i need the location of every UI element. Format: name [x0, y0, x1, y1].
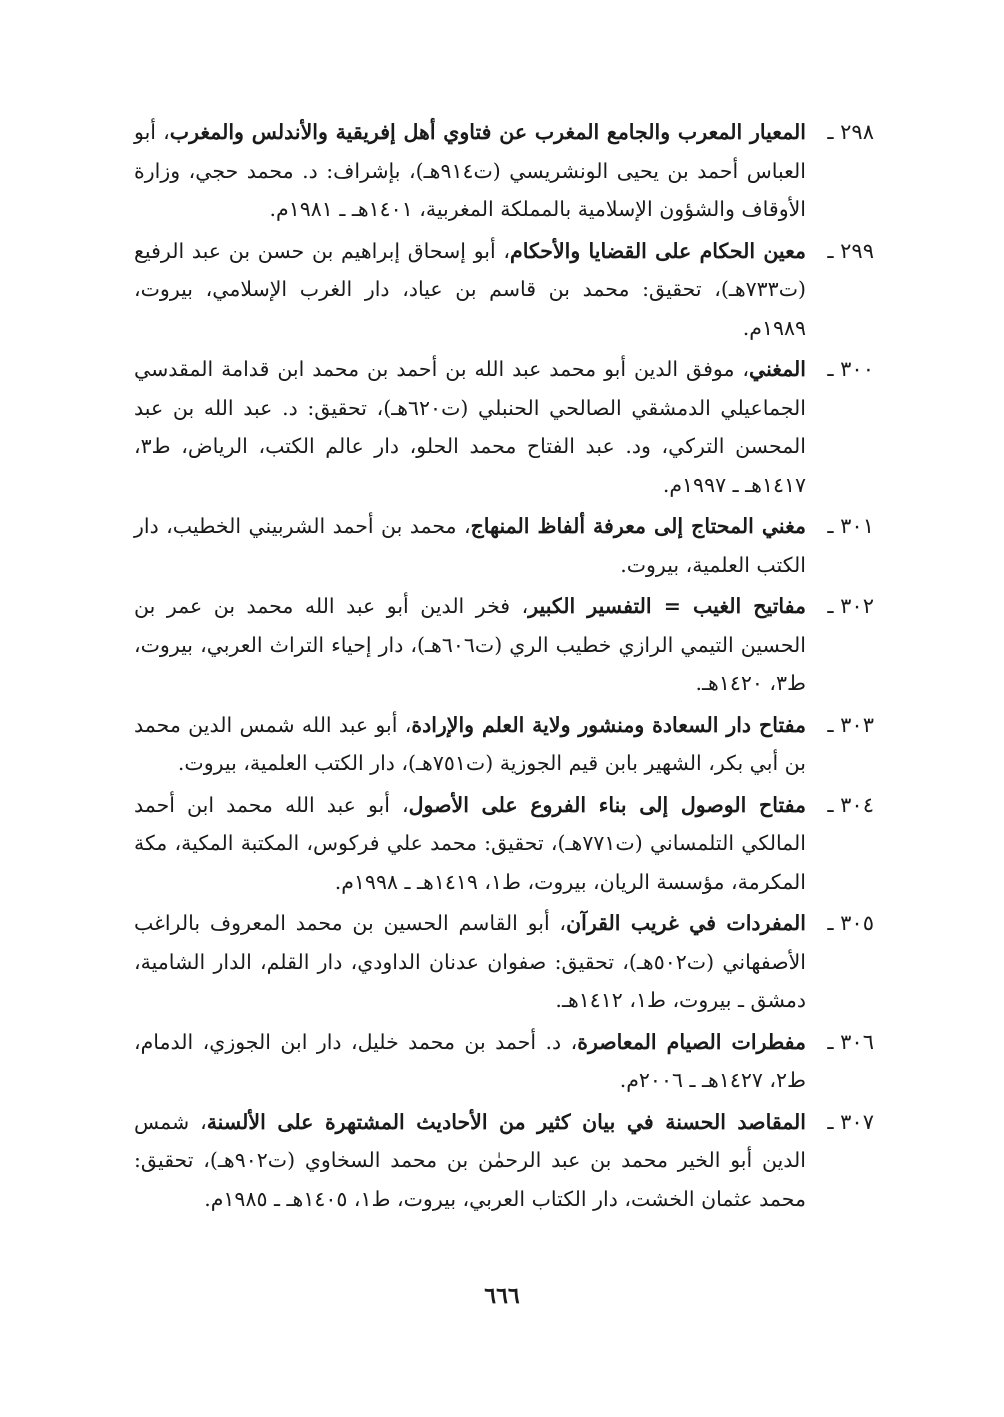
entry-title: المفردات في غريب القرآن: [566, 911, 806, 935]
entry-number: ٣٠٦ ـ: [827, 1029, 874, 1054]
entry-text: [134, 786, 806, 902]
entry-text: [134, 507, 806, 584]
entry-details: ، أبو إسحاق إبراهيم بن حسن بن عبد الرفيع (ت٧٣٣هـ)، تحقيق: محمد بن قاسم بن عياد، دار الغرب الإسلامي، بيروت، ١٩٨٩م.: [134, 238, 806, 340]
entry-details: ، أبو عبد الله شمس الدين محمد بن أبي بكر، الشهير بابن قيم الجوزية (ت٧٥١هـ)، دار الكتب العلمية، بيروت.: [134, 712, 806, 775]
entry-details: ، د. أحمد بن محمد خليل، دار ابن الجوزي، الدمام، ط٢، ١٤٢٧هـ ـ ٢٠٠٦م.: [134, 1029, 806, 1092]
entry-number: ٢٩٩ ـ: [827, 238, 874, 263]
bibliography-entry: [134, 113, 874, 229]
entry-details: ، فخر الدين أبو عبد الله محمد بن عمر بن الحسين التيمي الرازي خطيب الري (ت٦٠٦هـ)، دار إحياء التراث العربي، بيروت، ط٣، ١٤٢٠هـ.: [134, 594, 806, 695]
bibliography-entry: [134, 350, 874, 504]
entry-details: ، محمد بن أحمد الشربيني الخطيب، دار الكتب العلمية، بيروت.: [134, 514, 806, 577]
entry-title: المعيار المعرب والجامع المغرب عن فتاوي أهل إفريقية والأندلس والمغرب: [169, 120, 806, 144]
entry-details: ، موفق الدين أبو محمد عبد الله بن أحمد بن محمد ابن قدامة المقدسي الجماعيلي الدمشقي الصالحي الحنبلي (ت٦٢٠هـ)، تحقيق: د. عبد الله بن عبد المحسن التركي، ود. عبد الفتاح محمد الحلو، دار عالم الكتب، الرياض، ط٣، ١٤١٧هـ ـ ١٩٩٧م.: [134, 357, 806, 497]
entry-number: ٢٩٨ ـ: [827, 120, 874, 144]
bibliography-entry: [134, 507, 874, 584]
entry-text: [134, 1103, 806, 1219]
bibliography-entry: [134, 786, 874, 902]
entry-number: ٣٠١ ـ: [827, 514, 874, 538]
entry-details: ، شمس الدين أبو الخير محمد بن عبد الرحمٰن بن محمد السخاوي (ت٩٠٢هـ)، تحقيق: محمد عثمان الخشت، دار الكتاب العربي، بيروت، ط١، ١٤٠٥هـ ـ ١٩٨٥م.: [134, 1109, 807, 1211]
bibliography-entry: [134, 232, 874, 348]
entry-number: ٣٠٥ ـ: [827, 911, 874, 935]
page-number: ٦٦٦: [484, 1283, 520, 1309]
entry-title: مفتاح دار السعادة ومنشور ولاية العلم والإرادة: [411, 712, 806, 737]
bibliography-entry: [134, 904, 874, 1020]
bibliography-entry: [134, 587, 874, 703]
entry-title: مغني المحتاج إلى معرفة ألفاظ المنهاج: [470, 514, 806, 538]
entry-details: ، أبو القاسم الحسين بن محمد المعروف بالراغب الأصفهاني (ت٥٠٢هـ)، تحقيق: صفوان عدنان الداودي، دار القلم، الدار الشامية، دمشق ـ بيروت، ط١، ١٤١٢هـ.: [134, 911, 806, 1012]
entry-title: مفطرات الصيام المعاصرة: [577, 1029, 806, 1054]
entry-number: ٣٠٣ ـ: [827, 712, 874, 737]
entry-number: ٣٠٠ ـ: [827, 357, 874, 381]
entry-text: [134, 113, 806, 229]
entry-number: ٣٠٤ ـ: [827, 792, 874, 817]
entry-title: مفتاح الوصول إلى بناء الفروع على الأصول: [408, 792, 806, 817]
entry-title: معين الحكام على القضايا والأحكام: [510, 238, 806, 263]
entry-text: [134, 587, 806, 703]
entry-text: [134, 904, 806, 1020]
entry-title: المقاصد الحسنة في بيان كثير من الأحاديث المشتهرة على الألسنة: [206, 1109, 806, 1134]
bibliography-entry: [134, 1103, 874, 1219]
entry-details: ، أبو العباس أحمد بن يحيى الونشريسي (ت٩١٤هـ)، بإشراف: د. محمد حجي، وزارة الأوقاف والشؤون الإسلامية بالمملكة المغربية، ١٤٠١هـ ـ ١٩٨١م.: [134, 120, 806, 221]
entry-text: [134, 706, 806, 783]
entry-details: ، أبو عبد الله محمد ابن أحمد المالكي التلمساني (ت٧٧١هـ)، تحقيق: محمد علي فركوس، المكتبة المكية، مكة المكرمة، مؤسسة الريان، بيروت، ط١، ١٤١٩هـ ـ ١٩٩٨م.: [134, 792, 806, 894]
bibliography-list: [134, 113, 874, 1221]
entry-title: المغني: [749, 357, 806, 381]
entry-title: مفاتيح الغيب = التفسير الكبير: [528, 594, 806, 618]
entry-number: ٣٠٧ ـ: [827, 1109, 874, 1134]
bibliography-entry: [134, 1023, 874, 1100]
bibliography-entry: [134, 706, 874, 783]
entry-text: [134, 350, 806, 504]
entry-number: ٣٠٢ ـ: [827, 594, 874, 618]
entry-text: [134, 232, 806, 348]
entry-text: [134, 1023, 806, 1100]
